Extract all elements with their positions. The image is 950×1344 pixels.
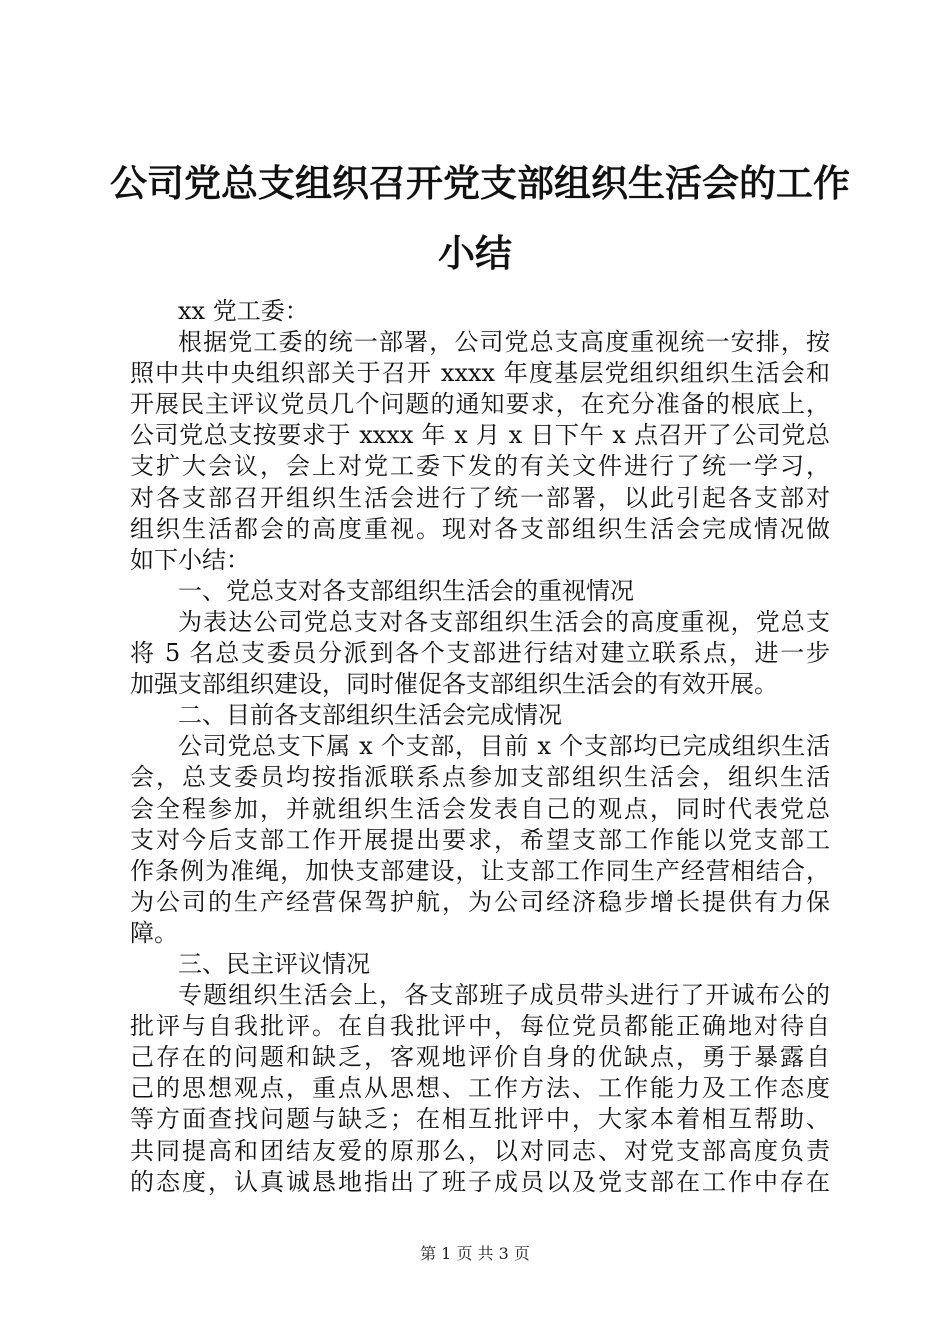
paragraph-line: 作条例为准绳，加快支部建设，让支部工作同生产经营相结合， — [130, 856, 830, 885]
paragraph-line: 公司党总支按要求于 xxxx 年 x 月 x 日下午 x 点召开了公司党总 — [130, 421, 830, 450]
section-heading-1: 一、党总支对各支部组织生活会的重视情况 — [178, 576, 634, 605]
paragraph-line: 支扩大会议，会上对党工委下发的有关文件进行了统一学习， — [130, 452, 830, 481]
paragraph-line: 将 5 名总支委员分派到各个支部进行结对建立联系点，进一步 — [130, 639, 830, 668]
page-number: 第 1 页 共 3 页 — [420, 1244, 530, 1263]
paragraph-line: 根据党工委的统一部署，公司党总支高度重视统一安排，按 — [178, 328, 830, 357]
document-body — [130, 296, 830, 1198]
paragraph-line: 照中共中央组织部关于召开 xxxx 年度基层党组织组织生活会和 — [130, 359, 830, 388]
document-title — [110, 148, 850, 288]
paragraph-line: 的态度，认真诚恳地指出了班子成员以及党支部在工作中存在 — [130, 1167, 830, 1196]
paragraph-line: 己的思想观点，重点从思想、工作方法、工作能力及工作态度 — [130, 1074, 830, 1103]
paragraph-line: 加强支部组织建设，同时催促各支部组织生活会的有效开展。 — [130, 670, 778, 699]
title-line-1: 公司党总支组织召开党支部组织生活会的工作 — [110, 161, 850, 205]
paragraph-line: 批评与自我批评。在自我批评中，每位党员都能正确地对待自 — [130, 1012, 830, 1041]
paragraph-line: 对各支部召开组织生活会进行了统一部署，以此引起各支部对 — [130, 483, 830, 512]
salutation: xx 党工委： — [178, 297, 309, 325]
paragraph-line: 会全程参加，并就组织生活会发表自己的观点，同时代表党总 — [130, 794, 830, 823]
paragraph-line: 障。 — [130, 918, 178, 947]
paragraph-line: 共同提高和团结友爱的原那么，以对同志、对党支部高度负责 — [130, 1136, 830, 1165]
paragraph-line: 组织生活都会的高度重视。现对各支部组织生活会完成情况做 — [130, 514, 830, 543]
paragraph-line: 会，总支委员均按指派联系点参加支部组织生活会，组织生活 — [130, 763, 830, 792]
section-heading-2: 二、目前各支部组织生活会完成情况 — [178, 701, 562, 730]
page-footer — [0, 1243, 950, 1265]
paragraph-line: 开展民主评议党员几个问题的通知要求，在充分准备的根底上， — [130, 390, 830, 419]
paragraph-line: 为公司的生产经营保驾护航，为公司经济稳步增长提供有力保 — [130, 887, 830, 916]
paragraph-line: 支对今后支部工作开展提出要求，希望支部工作能以党支部工 — [130, 825, 830, 854]
section-heading-3: 三、民主评议情况 — [178, 949, 370, 978]
paragraph-line: 等方面查找问题与缺乏；在相互批评中，大家本着相互帮助、 — [130, 1105, 830, 1134]
paragraph-line: 专题组织生活会上，各支部班子成员带头进行了开诚布公的 — [178, 981, 830, 1010]
title-line-2: 小结 — [438, 231, 512, 275]
paragraph-line: 己存在的问题和缺乏，客观地评价自身的优缺点，勇于暴露自 — [130, 1043, 830, 1072]
paragraph-line: 为表达公司党总支对各支部组织生活会的高度重视，党总支 — [178, 607, 830, 636]
paragraph-line: 公司党总支下属 x 个支部，目前 x 个支部均已完成组织生活 — [178, 732, 830, 761]
paragraph-line: 如下小结： — [130, 545, 250, 574]
